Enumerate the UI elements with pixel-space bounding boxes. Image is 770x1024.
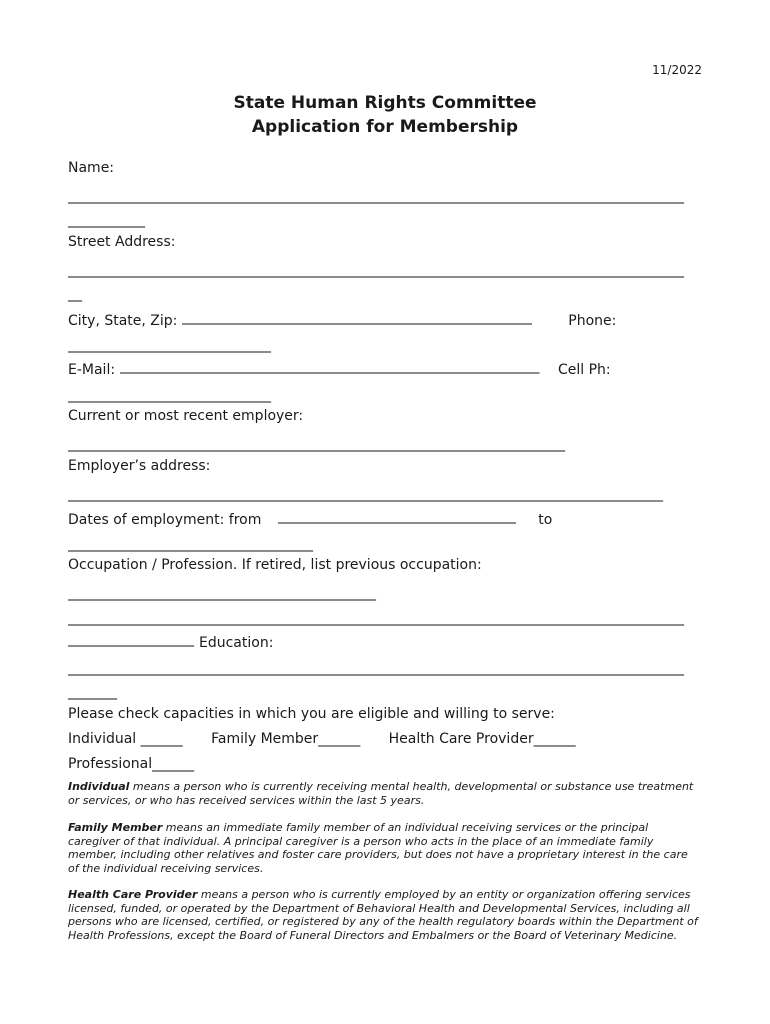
phone-label: Phone:	[568, 313, 617, 329]
employer-address-label: Employer’s address:	[68, 458, 211, 474]
definition-individual	[68, 780, 698, 807]
email-field[interactable]: ____________________________________________________________	[119, 358, 540, 374]
definition-individual-term: Individual	[68, 780, 130, 793]
occupation-field[interactable]: ____________________________________________	[68, 585, 376, 601]
professional-label: Professional	[68, 756, 153, 772]
education-field-continued[interactable]: _______	[68, 684, 117, 700]
city-state-zip-label: City, State, Zip:	[68, 313, 178, 329]
employer-address-field[interactable]: _____________________________________________________________________________________	[68, 486, 663, 502]
dates-from-field[interactable]: __________________________________	[277, 508, 516, 524]
individual-label: Individual	[68, 731, 137, 747]
dates-to-label: to	[538, 512, 553, 528]
email-row	[68, 358, 611, 378]
city-state-zip-field[interactable]: __________________________________________________	[181, 309, 532, 325]
education-label: Education:	[199, 635, 274, 651]
name-field-continued[interactable]: ___________	[68, 212, 145, 228]
employer-field[interactable]: _______________________________________________________________________	[68, 436, 565, 452]
street-address-label: Street Address:	[68, 234, 176, 250]
health-care-provider-checkbox-blank[interactable]: ______	[533, 731, 576, 747]
education-pre-field[interactable]: __________________	[68, 631, 194, 647]
cell-phone-field[interactable]: _____________________________	[68, 387, 271, 403]
revision-date: 11/2022	[652, 63, 702, 77]
cell-phone-label: Cell Ph:	[557, 362, 611, 378]
family-member-label: Family Member	[211, 731, 319, 747]
form-title: State Human Rights Committee	[233, 93, 537, 113]
street-address-field[interactable]: ________________________________________________________________________________________	[68, 262, 684, 278]
name-field[interactable]: ________________________________________________________________________________________	[68, 188, 684, 204]
definition-individual-text: means a person who is currently receiving mental health, developmental or substance use treatment or services, or who has received services within the last 5 years.	[68, 780, 694, 807]
education-field[interactable]: ________________________________________________________________________________________	[68, 660, 684, 676]
dates-of-employment-label: Dates of employment: from	[68, 512, 262, 528]
occupation-label: Occupation / Profession. If retired, list previous occupation:	[68, 557, 482, 573]
education-row	[68, 631, 273, 651]
individual-checkbox-blank[interactable]: ______	[140, 731, 183, 747]
definition-health-care-provider-term: Health Care Provider	[68, 888, 198, 901]
definition-family-member-term: Family Member	[68, 821, 163, 834]
professional-checkbox-blank[interactable]: ______	[152, 756, 195, 772]
definition-health-care-provider-text: means a person who is currently employed by an entity or organization offering services licensed, funded, or operated by the Department of Behavioral Health and Developmental Services, including all persons who are licensed, certified, or registered by any of the health regulatory boards within the Department of Health Professions, except the Board of Funeral Directors and Embalmers or the Board of Veterinary Medicine.	[68, 888, 698, 942]
professional-row	[68, 756, 194, 772]
city-state-zip-row	[68, 309, 616, 329]
health-care-provider-label: Health Care Provider	[388, 731, 534, 747]
definition-family-member-text: means an immediate family member of an individual receiving services or the principal caregiver of that individual. A principal caregiver is a person who acts in the place of an immediate family member, including other relatives and foster care providers, but does not have a proprietary interest in the care of the individual receiving services.	[68, 821, 688, 875]
employer-label: Current or most recent employer:	[68, 408, 304, 424]
capacities-label: Please check capacities in which you are eligible and willing to serve:	[68, 706, 555, 722]
dates-of-employment-row	[68, 508, 552, 528]
dates-to-field[interactable]: ___________________________________	[68, 536, 313, 552]
name-label: Name:	[68, 160, 115, 176]
capacities-row	[68, 731, 576, 747]
form-subtitle: Application for Membership	[251, 117, 519, 137]
email-label: E-Mail:	[68, 362, 116, 378]
family-member-checkbox-blank[interactable]: ______	[318, 731, 361, 747]
definition-family-member	[68, 821, 698, 875]
phone-field[interactable]: _____________________________	[68, 337, 271, 353]
occupation-field-continued[interactable]: ________________________________________________________________________________________	[68, 610, 684, 626]
definition-health-care-provider	[68, 888, 698, 942]
street-address-field-continued[interactable]: __	[68, 286, 82, 302]
